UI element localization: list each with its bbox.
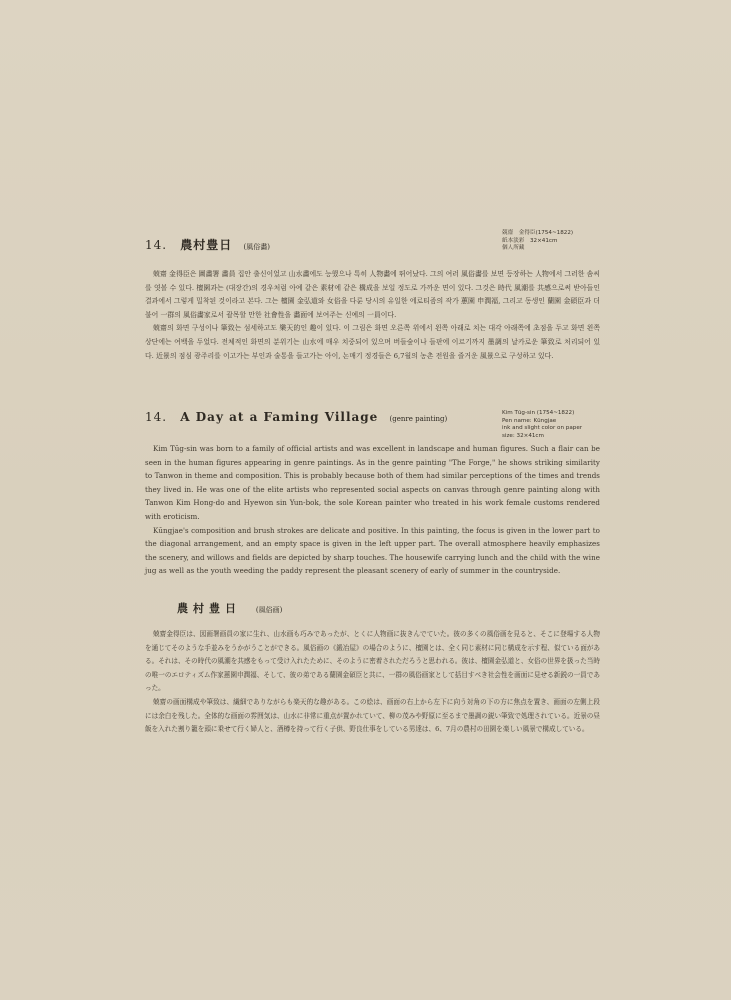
english-title: [145, 410, 447, 424]
plate-number: 14.: [145, 238, 168, 252]
title-text: A Day at a Faming Village: [180, 410, 379, 424]
artist-line: Kim Tūg-sin (1754~1822): [502, 410, 575, 416]
english-body: [145, 442, 600, 578]
paragraph: 兢齋 金得臣은 圖畵署 畵員 집안 출신이었고 山水畵에도 능했으나 특히 人物畵에 뛰어났다. 그의 여러 風俗畵를 보면 등장하는 人物에서 그러한 솜씨를 엿볼 수 있다. 檀園과는 (대장간)의 경우처럼 아예 같은 素材에 같은 構成을 보일 정도로 가까운 면이 있다. 그것은 時代 風潮를 共感으로써 받아들인 결과에서 그렇게 밀착된 것이라고 본다. 그는 檀園 金弘道와 女俗을 다룬 당시의 유일한 에로티즘의 작가 蕙園 申潤福, 그리고 동생인 蘭園 金碩臣과 더불어 一群의 風俗畵家로서 괄목할 만한 社會性을 畵面에 보여주는 신예의 一員이다.: [145, 270, 600, 319]
japanese-section: [145, 592, 600, 737]
english-section: [145, 402, 600, 578]
title-text: 農村豊日: [177, 602, 241, 615]
medium-line: 紙本淡彩 32×41cm: [502, 237, 558, 244]
pen-name-line: Pen name: Kūngjae: [502, 417, 557, 424]
paragraph: 兢齋의 화면 구성이나 筆致는 섬세하고도 樂天的인 趣이 있다. 이 그림은 화면 오른쪽 위에서 왼쪽 아래로 치는 대각 아래쪽에 초점을 두고 화면 왼쪽 상단에는 여백을 두었다. 전체적인 화면의 분위기는 山水에 매우 치중되어 있으며 버들숲이나 들판에 이르기까지 墨調의 날카로운 筆致로 처리되어 있다. 近景의 점심 광주리를 이고가는 부인과 술통을 들고가는 아이, 논매기 정경들은 6,7월의 농촌 전원을 즐거운 風景으로 구성하고 있다.: [145, 324, 600, 360]
medium-line: ink and slight color on paper: [502, 425, 583, 432]
english-meta: [502, 410, 582, 440]
korean-header: [145, 228, 600, 268]
collection-line: 個人所藏: [502, 245, 525, 252]
artist-line: 兢齋 金得臣(1754~1822): [502, 230, 574, 236]
genre-label: (風俗畵): [243, 243, 270, 251]
korean-meta: [502, 230, 573, 253]
size-line: size: 32×41cm: [502, 432, 544, 439]
japanese-title: [177, 600, 282, 616]
paragraph: 兢齋の画面構成や筆致は、繊細でありながらも楽天的な趣がある。この絵は、画面の右上から左下に向う対角の下の方に焦点を置き、画面の左側上段には余白を残した。全体的な画面の雰囲気は、山水に非常に重点が置かれていて、柳の茂みや野原に至るまで墨調の鋭い筆致で処理されている。近景の昼飯を入れた割り籠を頭に乗せて行く婦人と、酒樽を持って行く子供、野良仕事をしている男達は、6、7月の農村の田園を楽しい風景で構成している。: [145, 697, 600, 734]
plate-number: 14.: [145, 410, 168, 424]
korean-body: [145, 268, 600, 363]
korean-title: [145, 236, 270, 253]
paragraph: 兢齋金得臣は、図画署画員の家に生れ、山水画も巧みであったが、とくに人物画に抜きんでていた。彼の多くの風俗画を見ると、そこに登場する人物を通じてそのような手並みをうかがうことができる。風俗画の《鍛冶屋》の場合のように、檀園とは、全く同じ素材に同じ構成を示す程、似ている面がある。それは、その時代の風潮を共感をもって受け入れたために、そのように密着されただろうと思われる。彼は、檀園金弘道と、女俗の世界を扱った当時の唯一のエロティズム作家蕙園申潤福、そして、彼の弟である蘭園金碩臣と共に、一群の風俗画家として括目すべき社会性を画面に見せる新鋭の一員であった。: [145, 630, 600, 693]
paragraph: Kūngjae's composition and brush strokes are delicate and positive. In this painting, the focus is given in the lower part to the diagonal arrangement, and an empty space is given in the left upper part. The overall atmosphere heavily emphasizes the scenery, and willows and fields are depicted by sharp touches. The housewife carrying lunch and the child with the wine jug as well as the youth weeding the paddy represent the pleasant scenery of early of summer in the countryside.: [145, 525, 600, 576]
korean-section: [145, 228, 600, 363]
title-text: 農村豊日: [180, 238, 233, 252]
english-header: [145, 402, 600, 442]
genre-label: (風俗画): [255, 606, 283, 614]
japanese-body: [145, 628, 600, 737]
paragraph: Kim Tūg-sin was born to a family of official artists and was excellent in landscape and human figures. Such a flair can be seen in the human figures appearing in genre paintings. As in the genre painting "The Forge," he shows striking similarity to Tanwon in theme and composition. This is probably because both of them had similar perceptions of the times and trends they lived in. He was one of the elite artists who represented social aspects on canvas through genre painting along with Tanwon Kim Hong-do and Hyewon sin Yun-bok, the sole Korean painter who treated in his work female customs rendered with eroticism.: [145, 444, 600, 521]
japanese-header: [145, 592, 600, 628]
genre-label: (genre painting): [389, 415, 448, 423]
